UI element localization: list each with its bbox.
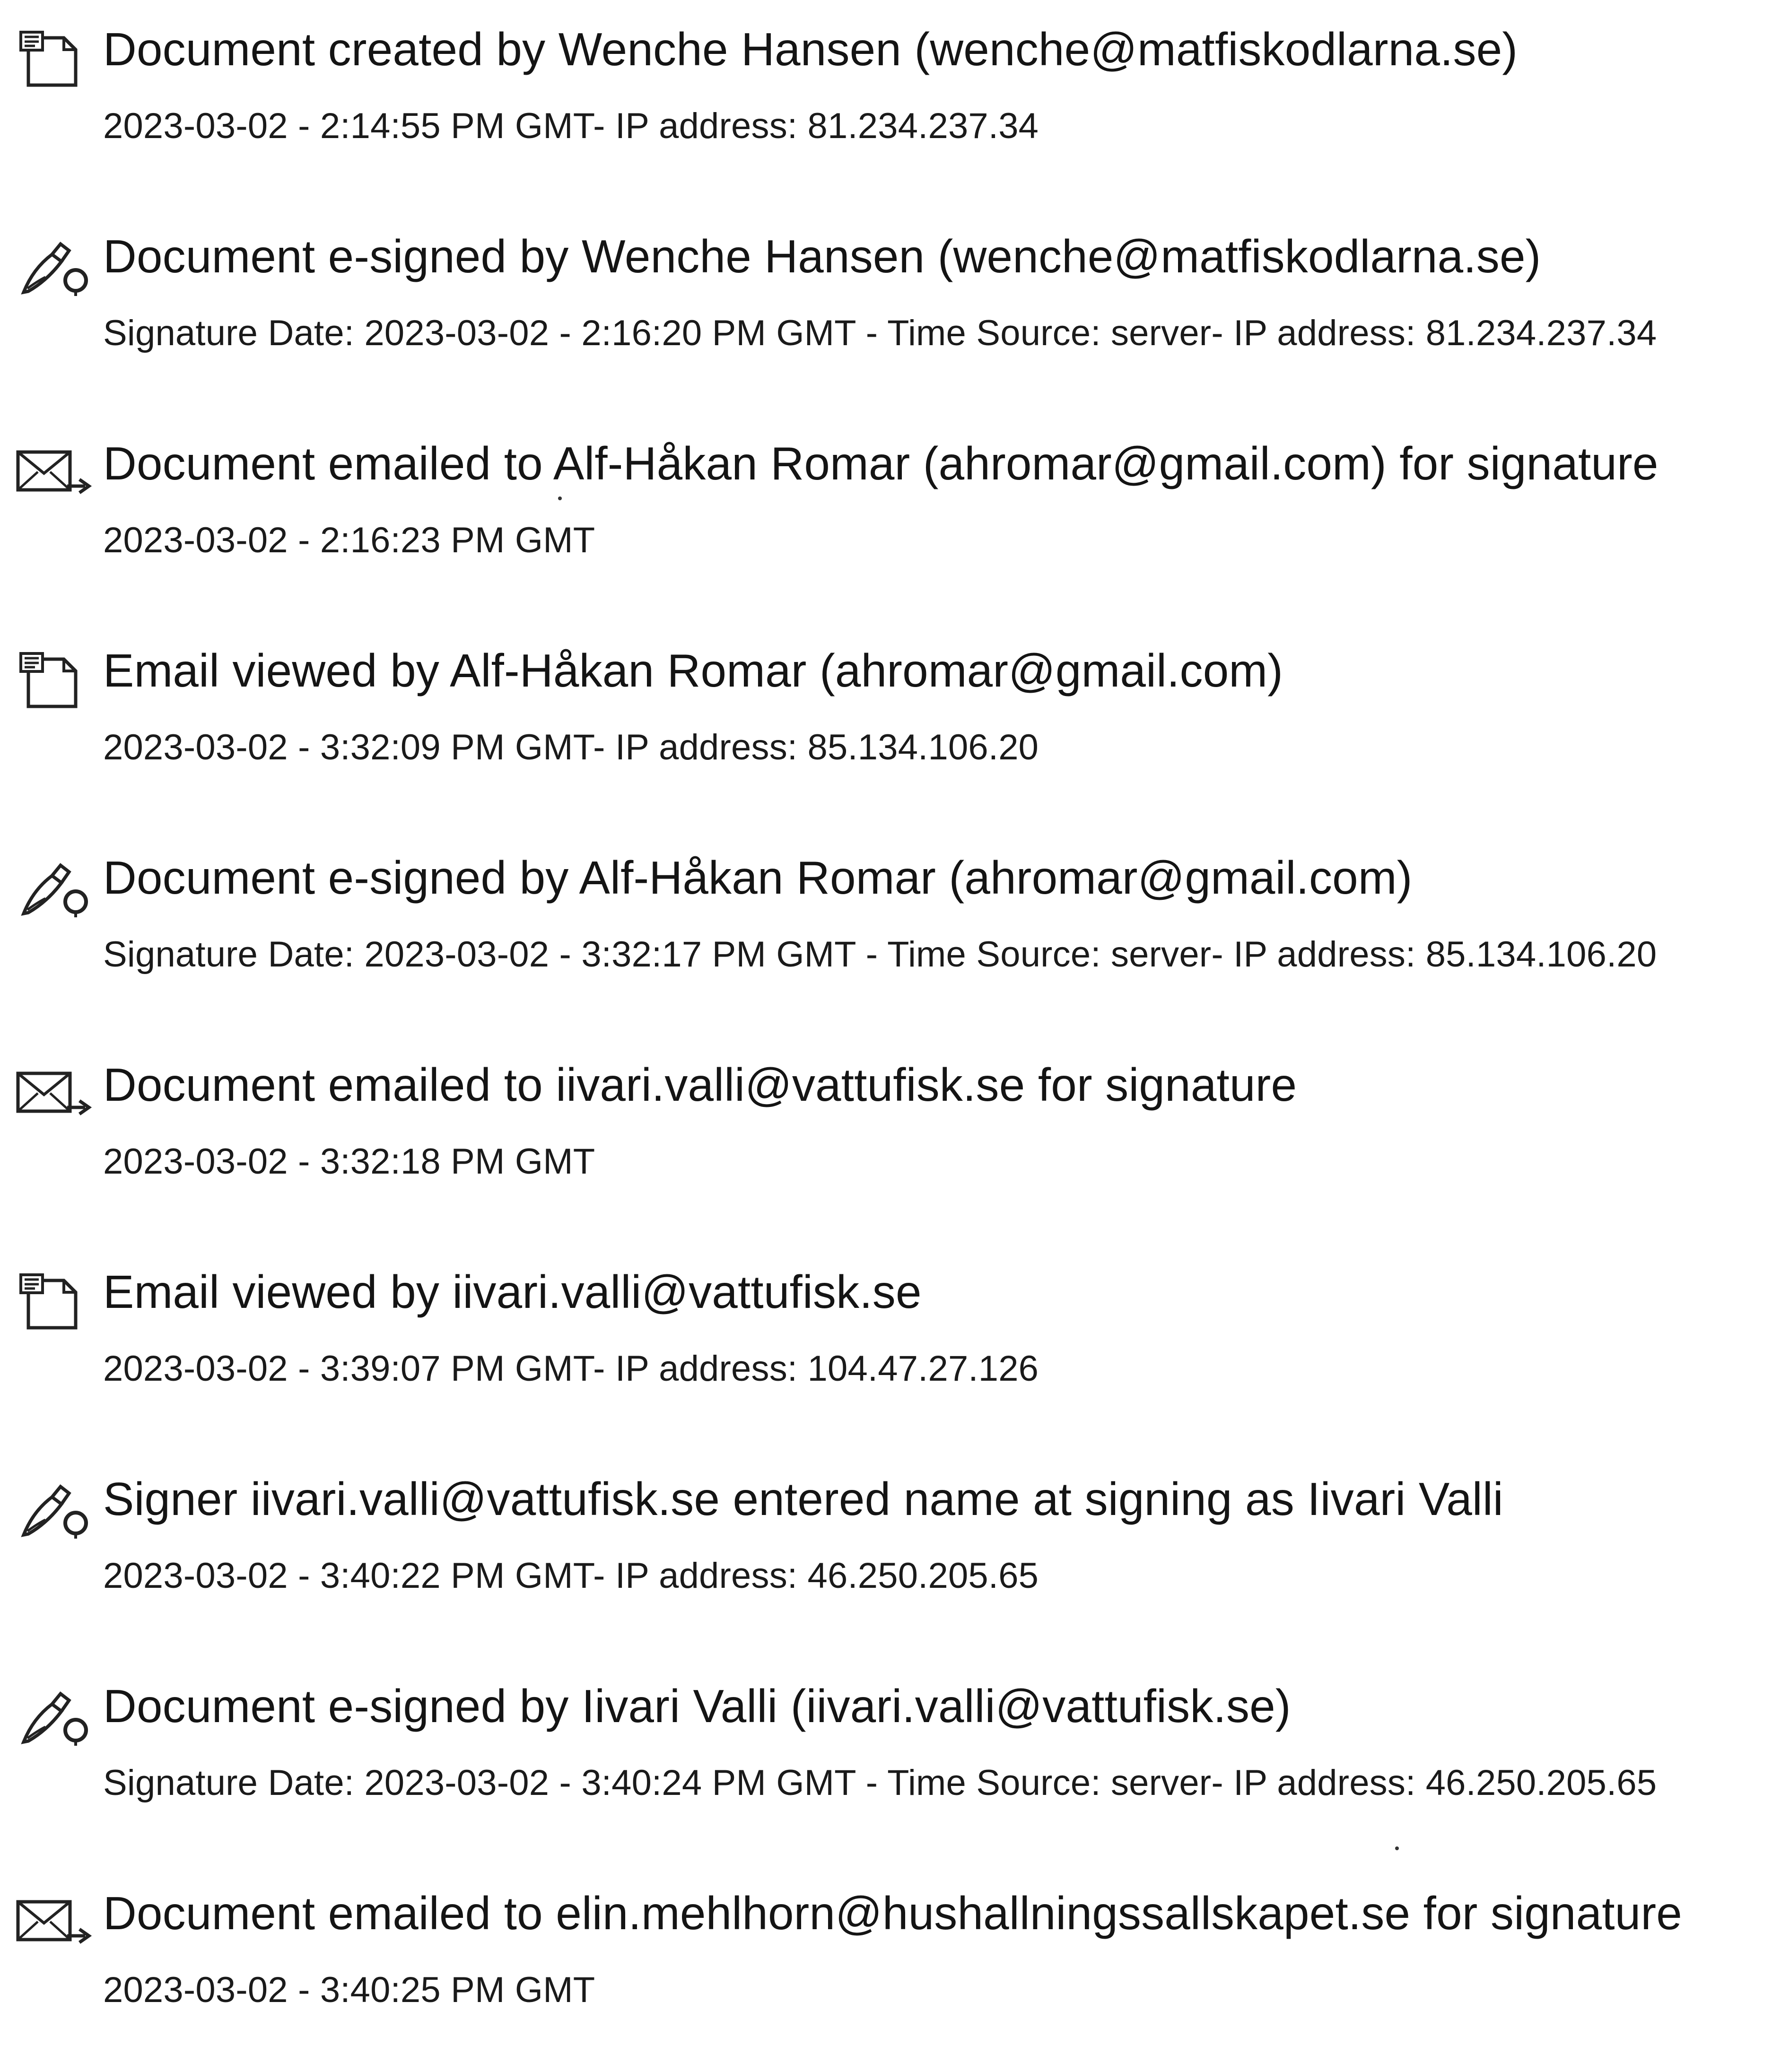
- entry-detail: Signature Date: 2023-03-02 - 3:32:17 PM GMT - Time Source: server- IP address: 85.134.106.20: [103, 934, 1657, 975]
- audit-entry-email-viewed: [0, 621, 1772, 829]
- audit-entry-e-signed: [0, 1657, 1772, 1865]
- email-sent-icon: [14, 1892, 95, 1954]
- audit-entry-emailed: [0, 1036, 1772, 1244]
- email-sent-icon: [14, 443, 95, 504]
- email-viewed-icon: [14, 1271, 95, 1332]
- entry-title: Document emailed to iivari.valli@vattufisk.se for signature: [103, 1059, 1297, 1111]
- audit-entry-e-signed: [0, 828, 1772, 1036]
- entry-detail: 2023-03-02 - 3:32:18 PM GMT: [103, 1141, 595, 1182]
- entry-detail: 2023-03-02 - 3:39:07 PM GMT- IP address: 104.47.27.126: [103, 1349, 1039, 1389]
- entry-detail: 2023-03-02 - 3:40:22 PM GMT- IP address: 46.250.205.65: [103, 1556, 1039, 1596]
- scan-speck: [558, 496, 562, 500]
- entry-title: Document created by Wenche Hansen (wenche@matfiskodlarna.se): [103, 23, 1518, 75]
- entry-detail: 2023-03-02 - 3:32:09 PM GMT- IP address: 85.134.106.20: [103, 727, 1039, 767]
- audit-entry-email-viewed: [0, 1243, 1772, 1451]
- email-sent-icon: [14, 1064, 95, 1125]
- entry-title: Document e-signed by Alf-Håkan Romar (ahromar@gmail.com): [103, 852, 1413, 904]
- entry-title: Document e-signed by Wenche Hansen (wenche@matfiskodlarna.se): [103, 230, 1541, 282]
- entry-detail: Signature Date: 2023-03-02 - 3:40:24 PM GMT - Time Source: server- IP address: 46.250.205.65: [103, 1763, 1657, 1803]
- audit-entry-e-signed: [0, 207, 1772, 415]
- entry-detail: Signature Date: 2023-03-02 - 2:16:20 PM GMT - Time Source: server- IP address: 81.234.237.34: [103, 313, 1657, 353]
- audit-entry-name-entered: [0, 1450, 1772, 1658]
- entry-title: Document emailed to elin.mehlhorn@hushallningssallskapet.se for signature: [103, 1887, 1682, 1939]
- entry-title: Document e-signed by Iivari Valli (iivari.valli@vattufisk.se): [103, 1680, 1291, 1732]
- entry-detail: 2023-03-02 - 2:14:55 PM GMT- IP address: 81.234.237.34: [103, 106, 1039, 146]
- entry-detail: 2023-03-02 - 3:40:25 PM GMT: [103, 1970, 595, 2010]
- entry-title: Document emailed to Alf-Håkan Romar (ahromar@gmail.com) for signature: [103, 437, 1659, 489]
- document-created-icon: [14, 28, 95, 90]
- audit-entry-created: [0, 0, 1772, 208]
- audit-entry-emailed: [0, 414, 1772, 622]
- scan-speck: [1395, 1846, 1399, 1850]
- email-viewed-icon: [14, 650, 95, 711]
- e-signature-pen-icon: [14, 1685, 95, 1747]
- audit-entry-emailed: [0, 1864, 1772, 2072]
- e-signature-pen-icon: [14, 857, 95, 918]
- e-signature-pen-icon: [14, 1478, 95, 1540]
- entry-title: Email viewed by iivari.valli@vattufisk.se: [103, 1266, 922, 1318]
- entry-detail: 2023-03-02 - 2:16:23 PM GMT: [103, 520, 595, 560]
- e-signature-pen-icon: [14, 235, 95, 297]
- entry-title: Signer iivari.valli@vattufisk.se entered name at signing as Iivari Valli: [103, 1473, 1503, 1525]
- entry-title: Email viewed by Alf-Håkan Romar (ahromar@gmail.com): [103, 644, 1283, 696]
